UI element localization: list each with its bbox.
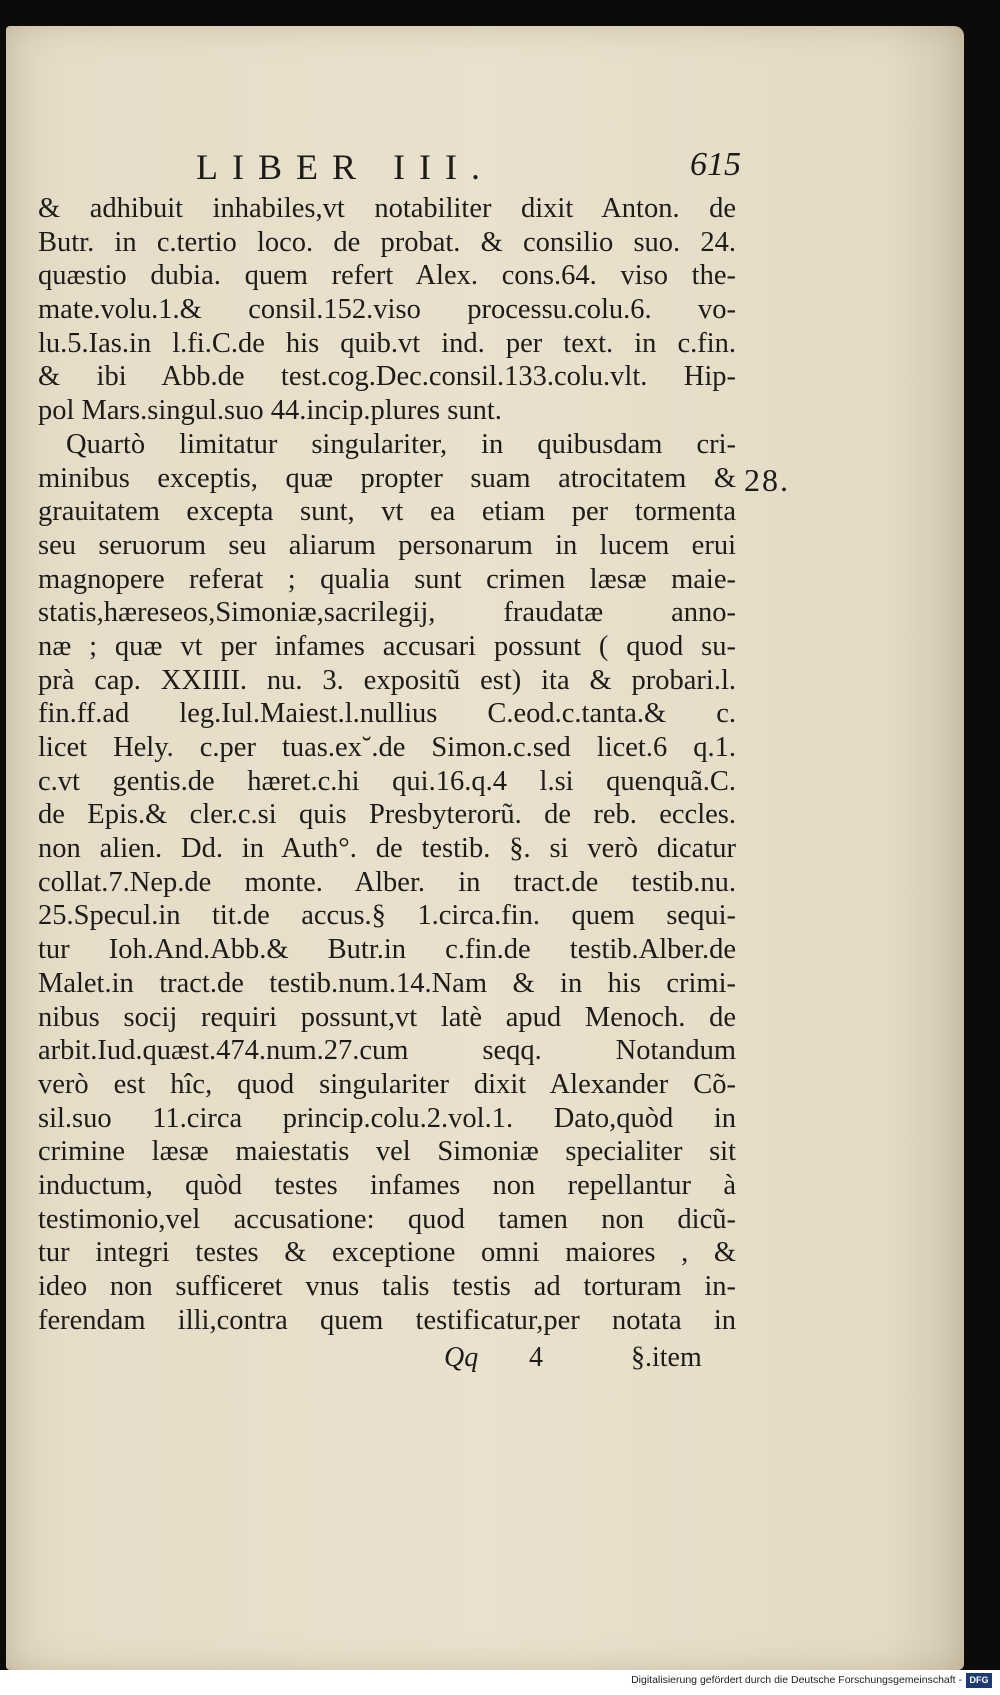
- text-line: c.vt gentis.de hæret.c.hi qui.16.q.4 l.si quenquã.C.: [38, 765, 736, 797]
- text-line: & adhibuit inhabiles,vt notabiliter dixit Anton. de: [38, 193, 736, 224]
- footer-credit: Digitalisierung gefördert durch die Deutsche Forschungsgemeinschaft -: [631, 1674, 962, 1686]
- text-line: minibus exceptis, quæ propter suam atrocitatem &: [38, 462, 736, 494]
- text-line: crimine læsæ maiestatis vel Simoniæ specialiter sit: [38, 1136, 736, 1168]
- text-line: ferendam illi,contra quem testificatur,per notata in: [38, 1304, 736, 1336]
- text-line: licet Hely. c.per tuas.ex˘.de Simon.c.sed licet.6 q.1.: [38, 732, 736, 763]
- text-line: statis,hæreseos,Simoniæ,sacrilegij, fraudatæ anno-: [38, 597, 736, 629]
- text-line: nibus socij requiri possunt,vt latè apud Menoch. de: [38, 1001, 736, 1033]
- text-line: inductum, quòd testes infames non repellantur à: [38, 1169, 736, 1201]
- text-line: Butr. in c.tertio loco. de probat. & consilio suo. 24.: [38, 226, 736, 258]
- catchword: §.item: [631, 1342, 702, 1373]
- dfg-logo-icon: DFG: [966, 1673, 992, 1688]
- body-text: [38, 192, 736, 1337]
- signature-number: 4: [529, 1342, 543, 1373]
- text-line: mate.volu.1.& consil.152.viso processu.colu.6. vo-: [38, 294, 736, 326]
- page-number: 615: [690, 146, 741, 183]
- text-line: grauitatem excepta sunt, vt ea etiam per tormenta: [38, 496, 736, 528]
- text-line: & ibi Abb.de test.cog.Dec.consil.133.colu.vlt. Hip-: [38, 361, 736, 393]
- text-line: lu.5.Ias.in l.fi.C.de his quib.vt ind. per text. in c.fin.: [38, 327, 736, 359]
- text-line: verò est hîc, quod singulariter dixit Alexander Cõ-: [38, 1068, 736, 1100]
- text-line: non alien. Dd. in Auth°. de testib. §. si verò dicatur: [38, 833, 736, 865]
- text-line: fin.ff.ad leg.Iul.Maiest.l.nullius C.eod.c.tanta.& c.: [38, 698, 736, 730]
- text-line: Quartò limitatur singulariter, in quibusdam cri-: [66, 428, 736, 460]
- text-line: Malet.in tract.de testib.num.14.Nam & in his crimi-: [38, 967, 736, 999]
- text-line: næ ; quæ vt per infames accusari possunt ( quod su-: [38, 630, 736, 662]
- text-line: testimonio,vel accusatione: quod tamen non dicũ-: [38, 1203, 736, 1235]
- text-line: tur Ioh.And.Abb.& Butr.in c.fin.de testib.Alber.de: [38, 934, 736, 966]
- book-page: [6, 26, 964, 1670]
- text-line: magnopere referat ; qualia sunt crimen læsæ maie-: [38, 563, 736, 595]
- text-line: de Epis.& cler.c.si quis Presbyterorũ. de reb. eccles.: [38, 799, 736, 831]
- text-line: seu seruorum seu aliarum personarum in lucem erui: [38, 529, 736, 561]
- signature-mark: Qq: [444, 1342, 479, 1373]
- text-line: arbit.Iud.quæst.474.num.27.cum seqq. Notandum: [38, 1035, 736, 1067]
- text-line: sil.suo 11.circa princip.colu.2.vol.1. Dato,quòd in: [38, 1102, 736, 1134]
- text-line: quæstio dubia. quem refert Alex. cons.64. viso the-: [38, 260, 736, 292]
- margin-note: 28.: [744, 462, 790, 498]
- running-title: LIBER III.: [196, 147, 494, 187]
- text-line: 25.Specul.in tit.de accus.§ 1.circa.fin. quem sequi-: [38, 900, 736, 932]
- page-header: [196, 146, 741, 188]
- text-line: prà cap. XXIIII. nu. 3. expositũ est) ita & probari.l.: [38, 664, 736, 696]
- text-line: tur integri testes & exceptione omni maiores , &: [38, 1237, 736, 1269]
- digitization-footer: [0, 1670, 1000, 1695]
- text-line: pol Mars.singul.suo 44.incip.plures sunt.: [38, 395, 502, 427]
- text-line: ideo non sufficeret vnus talis testis ad torturam in-: [38, 1271, 736, 1302]
- text-line: collat.7.Nep.de monte. Alber. in tract.de testib.nu.: [38, 866, 736, 898]
